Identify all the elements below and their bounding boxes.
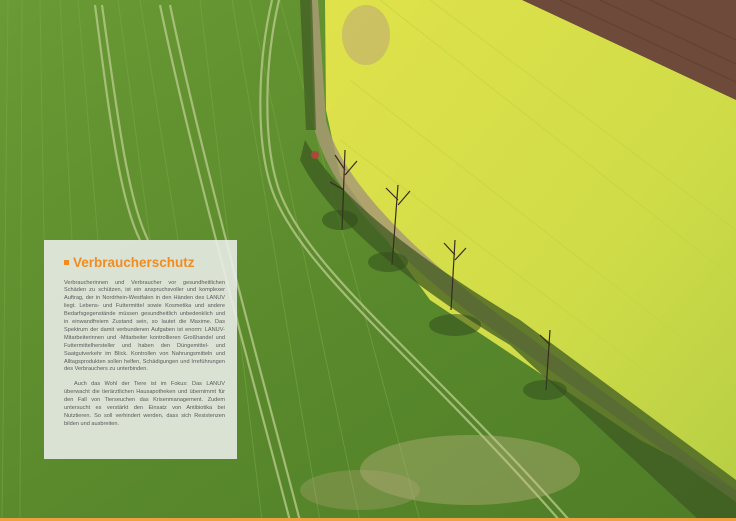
red-bush xyxy=(311,151,319,159)
text-panel xyxy=(44,240,237,459)
rapeseed-patch xyxy=(342,5,390,65)
section-title: Verbraucherschutz xyxy=(73,255,195,270)
soil-patch xyxy=(300,470,420,510)
bullet-icon xyxy=(64,260,69,265)
paragraph-2: Auch das Wohl der Tiere ist im Fokus: Das LANUV überwacht die tierärztlichen Hausapotheken und übernimmt für den Fall von Tierseuchen das Krisenmanagement. Zudem untersucht es verstärkt den Einsatz von Antibiotika bei Nutztieren. So soll verhindert werden, dass sich Resistenzen bilden und ausbreiten. xyxy=(64,381,225,427)
section-heading xyxy=(64,256,225,270)
paragraph-1: Verbraucherinnen und Verbraucher vor gesundheitlichen Schäden zu schützen, ist ein anspruchsvoller und komplexer Auftrag, der in Nordrhein-Westfalen in den Händen des LANUV liegt. Lebens- und Futtermittel sowie Kosmetika und andere Bedarfsgegenstände müssen gesundheitlich unbedenklich und in einwandfreiem Zustand sein, so lautet die Maxime. Das Spektrum der damit verbundenen Aufgaben ist enorm: LANUV-Mitarbeiterinnen und -Mitarbeiter kontrollieren Großhandel und Futtermittelhersteller und haben den Düngemittel- und Saatgutverkehr im Blick. Kontrollen von Nahrungsmitteln und Alltagsprodukten sollen helfen, Schädigungen und Irreführungen des Verbrauchers zu unterbinden. xyxy=(64,279,225,373)
